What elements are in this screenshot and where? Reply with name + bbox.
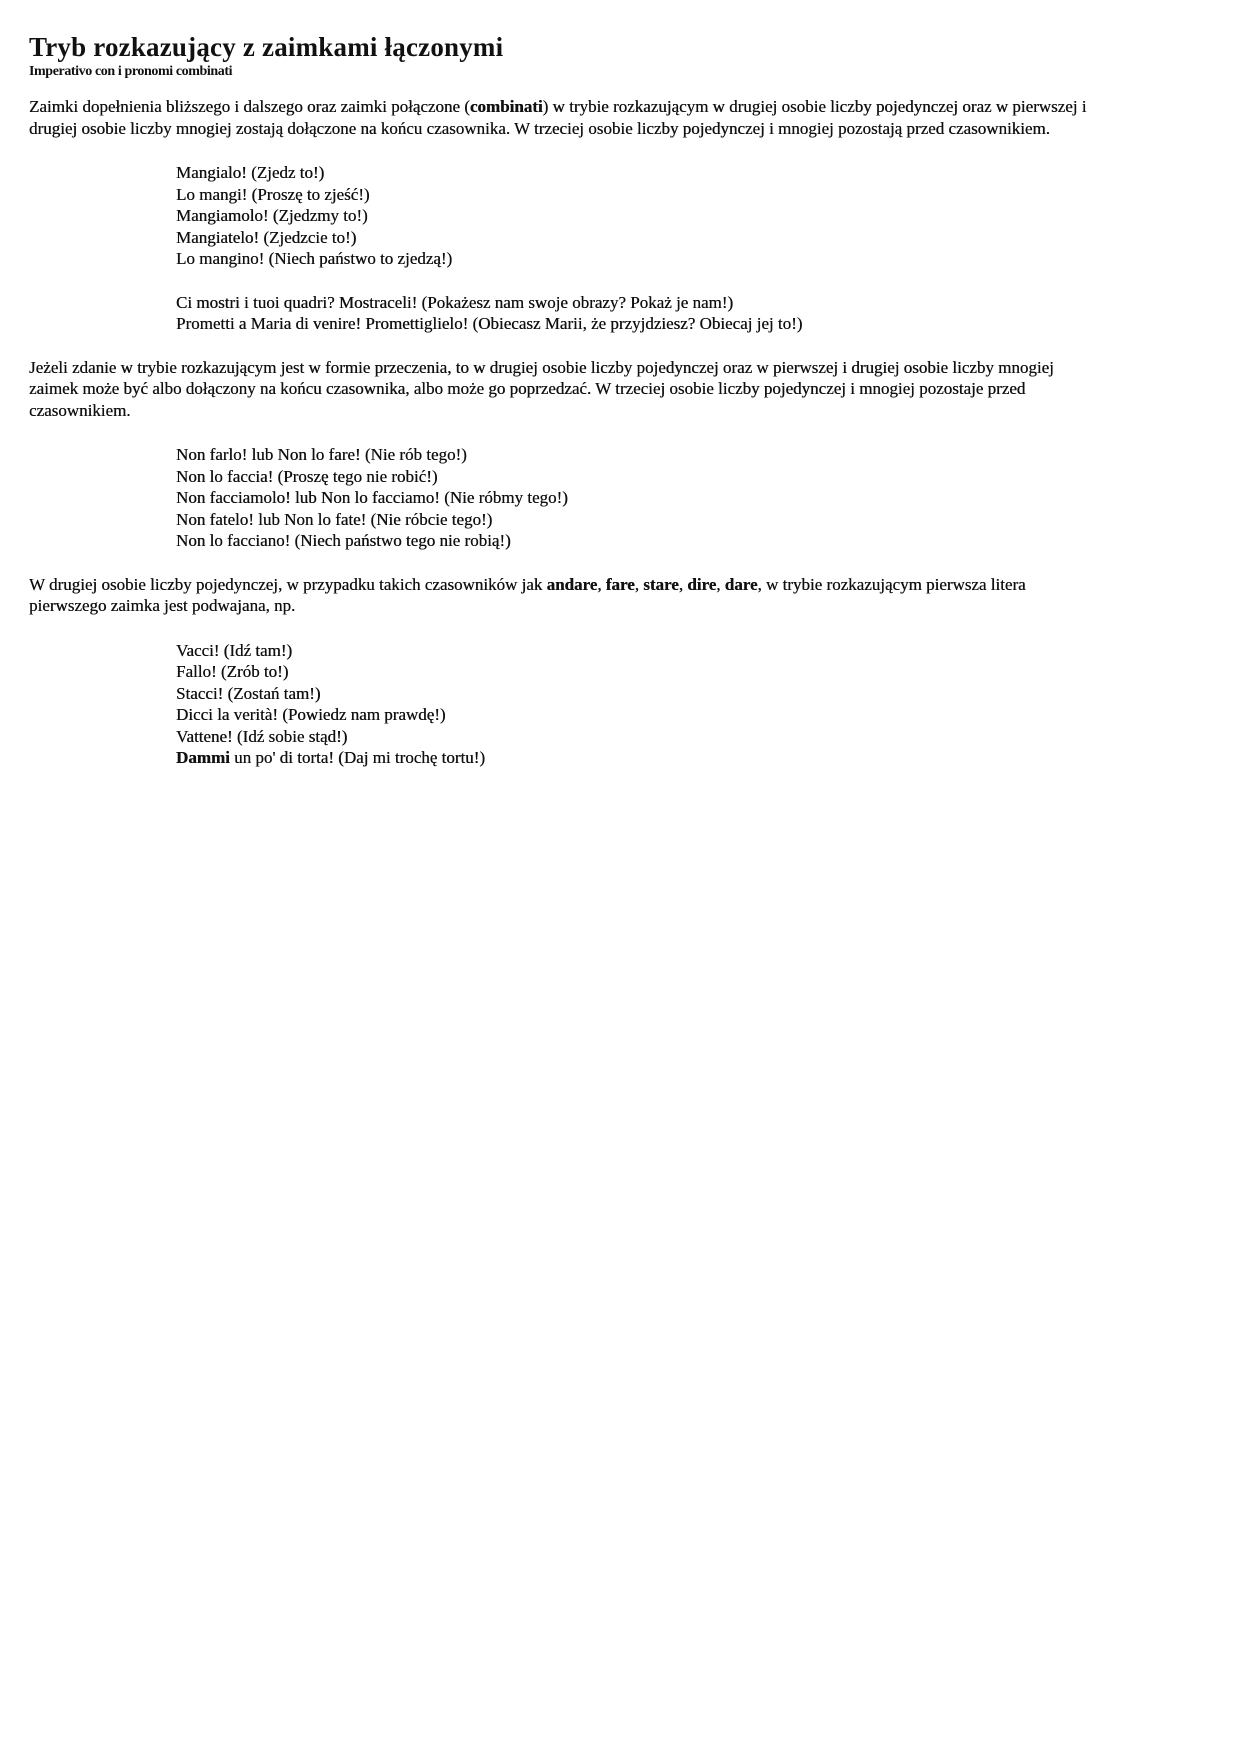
paragraph-text: Zaimki dopełnienia bliższego i dalszego oraz zaimki połączone ( — [29, 97, 470, 116]
example-item: Dicci la verità! (Powiedz nam prawdę!) — [176, 705, 446, 724]
example-item: Mangialo! (Zjedz to!) — [176, 163, 325, 182]
bold-term: fare — [605, 574, 635, 594]
example-item: Lo mangino! (Niech państwo to zjedzą!) — [176, 249, 453, 268]
example-item: Lo mangi! (Proszę to zjeść!) — [176, 184, 370, 204]
separator: , — [597, 574, 606, 594]
paragraph-text: ) w trybie rozkazującym w drugiej osobie liczby pojedynczej oraz w pierwszej i drugiej osobie liczby mnogiej zostają dołączone na końcu czasownika. W trzeciej osobie liczby pojedynczej i mnogiej pozostają przed czasownikiem. — [29, 97, 1087, 138]
example-item: Mangiamolo! (Zjedzmy to!) — [176, 206, 368, 225]
paragraph-negation: Jeżeli zdanie w trybie rozkazującym jest w formie przeczenia, to w drugiej osobie liczby pojedynczej oraz w pierwszej i drugiej osobie liczby mnogiej zaimek może być albo dołączony na końcu czasownika, albo może go poprzedzać. W trzeciej osobie liczby pojedynczej i mnogiej pozostaje przed czasownikiem. — [29, 357, 1054, 420]
example-list-combined — [176, 292, 1119, 335]
document-page — [29, 30, 1119, 769]
bold-term: Dammi — [176, 748, 230, 767]
example-item: Vacci! (Idź tam!) — [176, 640, 293, 660]
example-item: Non facciamolo! lub Non lo facciamo! (Nie róbmy tego!) — [176, 488, 568, 507]
paragraph-doubling — [29, 574, 1099, 617]
bold-term: dire — [687, 574, 717, 594]
example-item: Vattene! (Idź sobie stąd!) — [176, 726, 348, 746]
example-item: Non fatelo! lub Non lo fate! (Nie róbcie tego!) — [176, 509, 493, 529]
example-item — [176, 747, 1119, 769]
example-item: Non lo faccia! (Proszę tego nie robić!) — [176, 466, 438, 486]
bold-term: stare — [643, 574, 679, 594]
paragraph-text: W drugiej osobie liczby pojedynczej, w przypadku takich czasowników jak — [29, 574, 547, 594]
example-item: Mangiatelo! (Zjedzcie to!) — [176, 227, 357, 247]
paragraph-text: , w trybie rozkazującym pierwsza litera pierwszego zaimka jest podwajana, np. — [29, 574, 1026, 615]
bold-term: dare — [724, 574, 758, 594]
example-text: un po' di torta! (Daj mi trochę tortu!) — [229, 748, 485, 767]
bold-term: combinati — [469, 97, 543, 116]
bold-term: andare — [546, 574, 598, 594]
separator: , — [716, 574, 725, 594]
example-item: Non farlo! lub Non lo fare! (Nie rób tego!) — [176, 445, 467, 464]
example-item: Stacci! (Zostań tam!) — [176, 683, 321, 703]
document-title: Tryb rozkazujący z zaimkami łączonymi — [29, 32, 504, 62]
paragraph-intro — [29, 96, 1099, 139]
example-item: Prometti a Maria di venire! Promettiglielo! (Obiecasz Marii, że przyjdziesz? Obiecaj jej to!) — [176, 314, 803, 333]
example-item: Ci mostri i tuoi quadri? Mostraceli! (Pokażesz nam swoje obrazy? Pokaż je nam!) — [176, 292, 734, 312]
example-list-negative — [176, 444, 1119, 552]
example-item: Non lo facciano! (Niech państwo tego nie robią!) — [176, 531, 511, 550]
example-list-affirmative — [176, 162, 1119, 270]
separator: , — [678, 574, 688, 594]
separator: , — [634, 574, 644, 594]
example-list-doubling — [176, 640, 1119, 769]
example-item: Fallo! (Zrób to!) — [176, 662, 289, 681]
document-subtitle: Imperativo con i pronomi combinati — [29, 64, 233, 79]
